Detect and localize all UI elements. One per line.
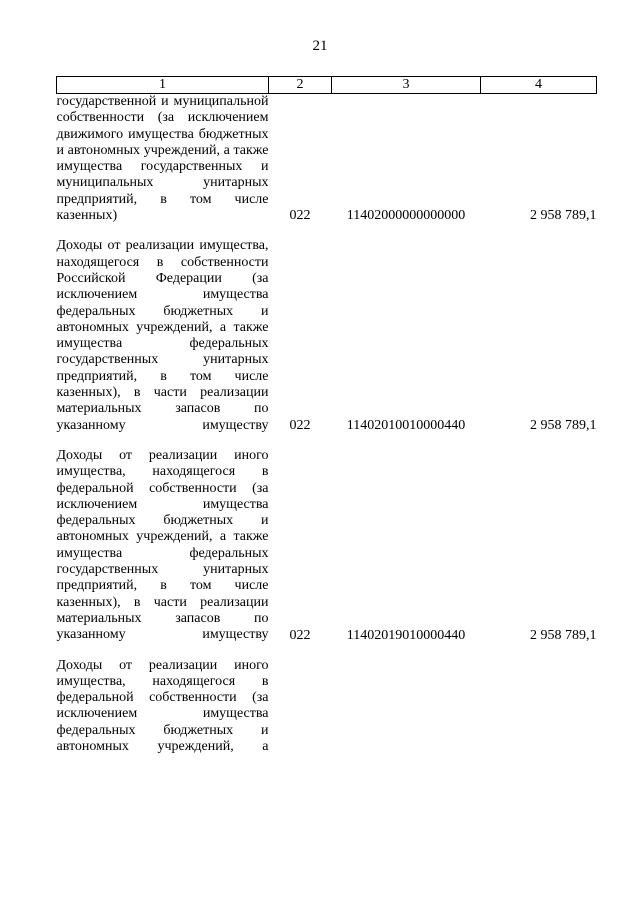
row-kbk: 11402019010000440 — [346, 627, 466, 643]
row-spacer — [57, 644, 597, 658]
page-number: 21 — [312, 38, 328, 54]
row-amount — [481, 658, 597, 756]
table-row — [57, 448, 597, 644]
row-code: 022 — [289, 627, 311, 643]
row-amount: 2 958 789,1 — [530, 627, 597, 643]
column-header-3: 3 — [332, 77, 481, 94]
table-row — [57, 238, 597, 434]
row-amount: 2 958 789,1 — [530, 417, 597, 433]
row-spacer — [57, 434, 597, 448]
table-row — [57, 94, 597, 225]
row-kbk: 11402010010000440 — [346, 417, 466, 433]
column-header-4: 4 — [481, 77, 597, 94]
row-description: Доходы от реализации иного имущества, находящегося в федеральной собственности (за исключением имущества федеральных бюджетных и автономных учреждений, а также имущества федеральных государственных унитарных предприятий, в том числе казенных), в части реализации материальных запасов по указанному имуществу — [56, 447, 269, 643]
column-header-2: 2 — [269, 77, 332, 94]
table-header-row — [57, 77, 597, 94]
table-row — [57, 658, 597, 756]
row-spacer — [57, 224, 597, 238]
row-code — [269, 658, 332, 756]
row-kbk: 11402000000000000 — [346, 208, 466, 224]
row-code: 022 — [289, 417, 311, 433]
row-description: Доходы от реализации иного имущества, находящегося в федеральной собственности (за исключением имущества федеральных бюджетных и автономных учреждений, а — [56, 657, 269, 754]
row-code: 022 — [289, 208, 311, 224]
revenue-table — [56, 76, 597, 755]
row-kbk — [332, 658, 481, 756]
column-header-1: 1 — [57, 77, 269, 94]
row-description: Доходы от реализации имущества, находящегося в собственности Российской Федерации (за исключением имущества федеральных бюджетных и автономных учреждений, а также имущества федеральных государственных унитарных предприятий, в том числе казенных), в части реализации материальных запасов по указанному имуществу — [56, 238, 269, 433]
row-amount: 2 958 789,1 — [530, 208, 597, 224]
row-description: государственной и муниципальной собственности (за исключением движимого имущества бюджетных и автономных учреждений, а также имущества государственных и муниципальных унитарных предприятий, в том числе казенных) — [56, 94, 269, 224]
